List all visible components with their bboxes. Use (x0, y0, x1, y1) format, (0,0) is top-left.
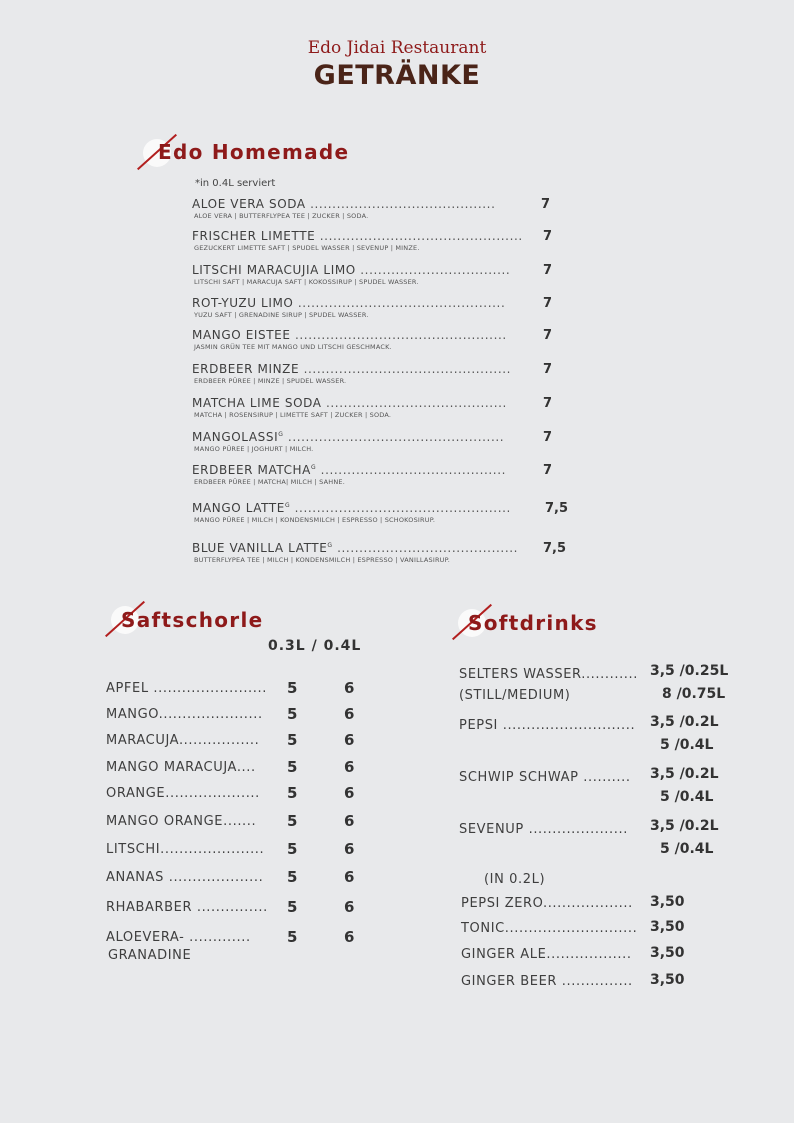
softdrinks-size-note: (IN 0.2L) (484, 872, 546, 887)
item-name (192, 463, 552, 477)
menu-item (192, 430, 552, 453)
item-name (192, 501, 552, 515)
dot-leader: ......................................... (332, 541, 519, 555)
section-heading-saftschorle: Saftschorle (121, 608, 264, 632)
dot-leader: ................................................. (290, 501, 511, 515)
dot-leader: .......................................... (316, 463, 507, 477)
saft-item-name: MANGO...................... (106, 707, 263, 722)
softdrink-name: TONIC............................ (461, 921, 638, 936)
item-title: ALOE VERA SODA (192, 197, 306, 211)
softdrink-price-large: 5 /0.4L (660, 789, 714, 805)
price-small: 5 (287, 784, 298, 802)
price-small: 5 (287, 705, 298, 723)
price-large: 6 (344, 731, 355, 749)
dot-leader: .......................................... (305, 197, 496, 211)
menu-item (192, 263, 552, 286)
menu-item (192, 396, 552, 419)
item-price: 7 (543, 328, 553, 343)
section-heading-softdrinks: Softdrinks (468, 611, 598, 635)
item-description: MANGO PÜREE | MILCH | KONDENSMILCH | ESPRESSO | SCHOKOSIRUP. (194, 516, 436, 524)
price-large: 6 (344, 679, 355, 697)
saft-item-name-cont: GRANADINE (108, 948, 192, 963)
menu-item (192, 362, 552, 385)
dot-leader: ......................................... (321, 396, 507, 410)
price-small: 5 (287, 731, 298, 749)
page-title: GETRÄNKE (313, 60, 481, 91)
allergen-mark: G (310, 464, 317, 471)
item-price: 7,5 (545, 501, 569, 516)
menu-item (192, 296, 552, 319)
softdrink-price: 3,5 /0.2L (650, 714, 719, 730)
item-description: GEZUCKERT LIMETTE SAFT | SPUDEL WASSER | SEVENUP | MINZE. (194, 244, 420, 252)
section-heading-homemade: Edo Homemade (158, 140, 350, 164)
saft-item-name: ANANAS .................... (106, 870, 264, 885)
item-title: MATCHA LIME SODA (192, 396, 322, 410)
softdrink-price: 3,5 /0.25L (650, 663, 729, 679)
item-title: BLUE VANILLA LATTE (192, 541, 328, 555)
allergen-mark: G (284, 502, 291, 509)
menu-item (192, 197, 552, 220)
price-large: 6 (344, 758, 355, 776)
item-description: ERDBEER PÜREE | MINZE | SPUDEL WASSER. (194, 377, 347, 385)
item-name (192, 229, 552, 243)
price-large: 6 (344, 928, 355, 946)
price-large: 6 (344, 784, 355, 802)
item-name (192, 541, 552, 555)
item-price: 7 (543, 396, 553, 411)
item-title: MANGO EISTEE (192, 328, 291, 342)
saft-item-name: MARACUJA................. (106, 733, 260, 748)
item-title: LITSCHI MARACUJIA LIMO (192, 263, 356, 277)
saftschorle-sizes: 0.3L / 0.4L (268, 638, 362, 654)
softdrink-price: 3,50 (650, 945, 685, 961)
item-price: 7 (543, 362, 553, 377)
softdrink-name: GINGER BEER ............... (461, 974, 633, 989)
menu-item (192, 463, 552, 486)
item-name (192, 296, 552, 310)
softdrink-name: SELTERS WASSER............ (459, 667, 639, 682)
item-price: 7,5 (543, 541, 567, 556)
price-large: 6 (344, 898, 355, 916)
saft-item-name: MANGO MARACUJA.... (106, 760, 256, 775)
softdrink-price: 3,50 (650, 919, 685, 935)
item-price: 7 (541, 197, 551, 212)
dot-leader: ................................................. (283, 430, 505, 444)
item-name (192, 197, 552, 211)
price-large: 6 (344, 705, 355, 723)
restaurant-name: Edo Jidai Restaurant (307, 38, 487, 58)
dot-leader: ................................................ (290, 328, 507, 342)
item-description: ERDBEER PÜREE | MATCHA| MILCH | SAHNE. (194, 478, 345, 486)
softdrink-price-large: 8 /0.75L (662, 686, 726, 702)
item-description: MANGO PÜREE | JOGHURT | MILCH. (194, 445, 314, 453)
item-title: FRISCHER LIMETTE (192, 229, 316, 243)
price-large: 6 (344, 840, 355, 858)
item-title: MANGOLASSI (192, 430, 279, 444)
softdrink-name: SEVENUP ..................... (459, 822, 628, 837)
saft-item-name: RHABARBER ............... (106, 900, 268, 915)
softdrink-name: GINGER ALE.................. (461, 947, 632, 962)
item-name (192, 362, 552, 376)
softdrink-name-cont: (STILL/MEDIUM) (459, 688, 571, 703)
saft-item-name: MANGO ORANGE....... (106, 814, 257, 829)
item-price: 7 (543, 229, 553, 244)
item-description: MATCHA | ROSENSIRUP | LIMETTE SAFT | ZUCKER | SODA. (194, 411, 392, 419)
item-description: BUTTERFLYPEA TEE | MILCH | KONDENSMILCH | ESPRESSO | VANILLASIRUP. (194, 556, 451, 564)
item-description: ALOE VERA | BUTTERFLYPEA TEE | ZUCKER | SODA. (194, 212, 369, 220)
saft-item-name: LITSCHI...................... (106, 842, 265, 857)
softdrink-price: 3,50 (650, 894, 685, 910)
item-price: 7 (543, 463, 553, 478)
dot-leader: .................................. (355, 263, 511, 277)
softdrink-name: PEPSI ZERO................... (461, 896, 633, 911)
price-small: 5 (287, 840, 298, 858)
item-price: 7 (543, 263, 553, 278)
price-large: 6 (344, 868, 355, 886)
softdrink-price: 3,5 /0.2L (650, 818, 719, 834)
price-large: 6 (344, 812, 355, 830)
price-small: 5 (287, 812, 298, 830)
menu-item (192, 229, 552, 252)
price-small: 5 (287, 928, 298, 946)
softdrink-name: SCHWIP SCHWAP .......... (459, 770, 631, 785)
item-description: JASMIN GRÜN TEE MIT MANGO UND LITSCHI GESCHMACK. (194, 343, 392, 351)
softdrink-price: 3,50 (650, 972, 685, 988)
saft-item-name: ALOEVERA- ............. (106, 930, 251, 945)
allergen-mark: G (278, 431, 284, 438)
price-small: 5 (287, 679, 298, 697)
item-name (192, 396, 552, 410)
dot-leader: ............................................... (299, 362, 512, 376)
menu-item (192, 328, 552, 351)
item-title: MANGO LATTE (192, 501, 285, 515)
item-description: YUZU SAFT | GRENADINE SIRUP | SPUDEL WASSER. (194, 311, 369, 319)
item-name (192, 263, 552, 277)
saft-item-name: APFEL ........................ (106, 681, 267, 696)
item-title: ERDBEER MATCHA (192, 463, 311, 477)
menu-item (192, 541, 552, 564)
item-title: ROT-YUZU LIMO (192, 296, 294, 310)
allergen-mark: G (327, 542, 333, 549)
item-price: 7 (543, 430, 553, 445)
dot-leader: ............................................... (293, 296, 506, 310)
dot-leader: .............................................. (315, 229, 523, 243)
serving-note: *in 0.4L serviert (195, 178, 276, 189)
saft-item-name: ORANGE.................... (106, 786, 260, 801)
menu-item (192, 501, 552, 524)
softdrink-price-large: 5 /0.4L (660, 841, 714, 857)
price-small: 5 (287, 758, 298, 776)
price-small: 5 (287, 898, 298, 916)
item-name (192, 430, 552, 444)
item-price: 7 (543, 296, 553, 311)
softdrink-name: PEPSI ............................ (459, 718, 636, 733)
price-small: 5 (287, 868, 298, 886)
item-title: ERDBEER MINZE (192, 362, 300, 376)
softdrink-price: 3,5 /0.2L (650, 766, 719, 782)
item-description: LITSCHI SAFT | MARACUJA SAFT | KOKOSSIRUP | SPUDEL WASSER. (194, 278, 419, 286)
softdrink-price-large: 5 /0.4L (660, 737, 714, 753)
item-name (192, 328, 552, 342)
